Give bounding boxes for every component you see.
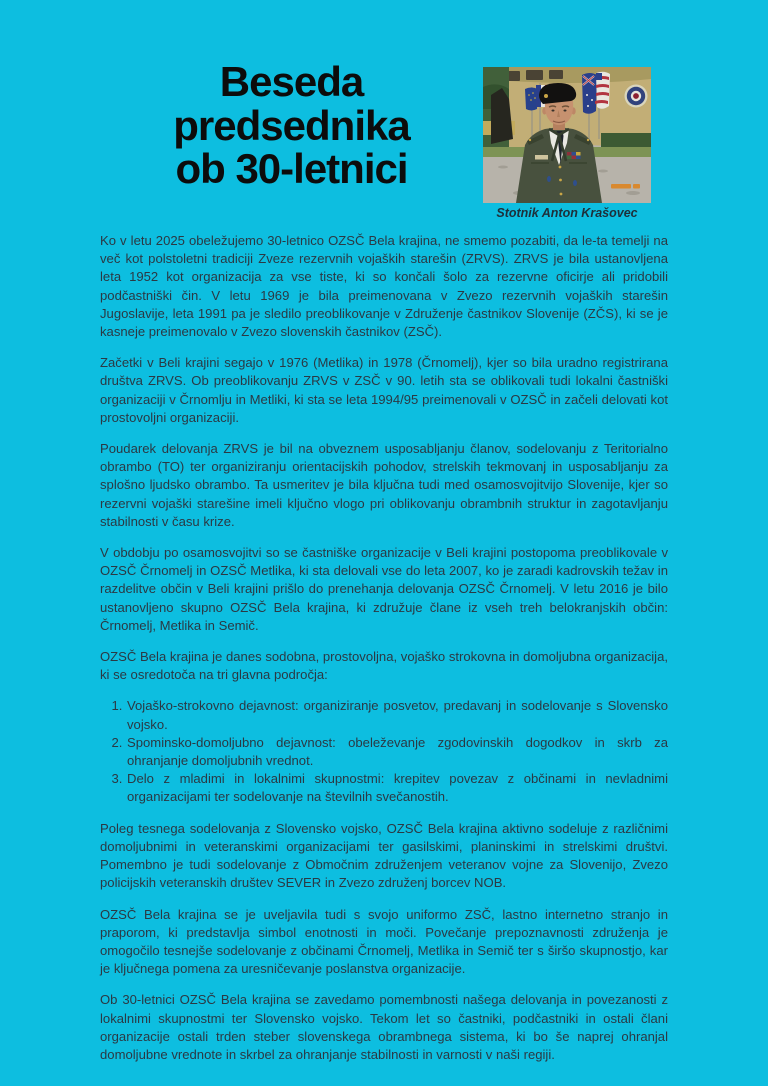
body-paragraph-7: OZSČ Bela krajina se je uveljavila tudi s svojo uniformo ZSČ, lastno internetno stranjo in praporom, ki predstavlja simbol enotnosti in moči. Povečanje prepoznavnosti združenja je omogočilo tesnejše sodelovanje z občinami Črnomelj, Metlika in Semič ter s širšo skupnostjo, kar je ključnega pomena za uresničevanje poslanstva organizacije. bbox=[100, 906, 668, 977]
focus-areas-list bbox=[100, 697, 668, 806]
body-paragraph-1: Ko v letu 2025 obeležujemo 30-letnico OZSČ Bela krajina, ne smemo pozabiti, da le-ta temelji na več kot polstoletni tradiciji Zveze rezervnih vojaških starešin (ZRVS). ZRVS je bila ustanovljena leta 1952 kot organizacija za vse tiste, ki so končali šolo za rezervne oficirje ali pridobili podčastniški čin. V letu 1969 je bila preimenovana v Zvezo rezervnih vojaških starešin Jugoslavije, leta 1991 pa je sledilo preoblikovanje v Združenje častnikov Slovenije (ZČS), ki se je kasneje preimenovalo v Zvezo slovenskih častnikov (ZSČ). bbox=[100, 233, 668, 340]
body-paragraph-3: Poudarek delovanja ZRVS je bil na obveznem usposabljanju članov, sodelovanju z Teritorialno obrambo (TO) ter organiziranju orientacijskih pohodov, strelskih tekmovanj in usposabljanju za splošno ljudsko obrambo. Ta usmeritev je bila ključna tudi med osamosvojitvijo Slovenije, kjer so rezervni vojaški starešine imeli ključno vlogo pri oblikovanju obrambnih struktur in zagotavljanju stabilnosti v času krize. bbox=[100, 441, 668, 529]
focus-area-item-3: 3. Delo z mladimi in lokalnimi skupnostmi: krepitev povezav z občinami in nevladnimi organizacijami ter sodelovanje na številnih svečanostih. bbox=[126, 770, 668, 806]
photo-column bbox=[483, 67, 651, 220]
officer-photo bbox=[483, 67, 651, 203]
page-header bbox=[100, 0, 668, 220]
timestamp-mark bbox=[611, 184, 640, 189]
body-paragraph-4: V obdobju po osamosvojitvi so se častniške organizacije v Beli krajini postopoma preoblikovale v OZSČ Črnomelj in OZSČ Metlika, ki sta delovali vse do leta 2007, ko je zaradi kadrovskih težav in razdelitve občin v Beli krajini prišlo do prenehanja delovanja OZSČ Črnomelj. V letu 2016 je bilo ustanovljeno skupno OZSČ Bela krajina, ki združuje člane iz vseh treh belokranjskih občin: Črnomelj, Metlika in Semič. bbox=[100, 545, 668, 633]
focus-area-item-1: 1. Vojaško-strokovno dejavnost: organiziranje posvetov, predavanj in sodelovanje s Slovensko vojsko. bbox=[126, 697, 668, 733]
officer-photo-illustration bbox=[483, 67, 651, 203]
page-title-line: Beseda bbox=[219, 58, 364, 105]
photo-caption: Stotnik Anton Krašovec bbox=[496, 206, 638, 220]
page-title-line: predsednika bbox=[173, 101, 410, 149]
focus-area-item-2: 2. Spominsko-domoljubno dejavnost: obeleževanje zgodovinskih dogodkov in skrb za ohranjanje domoljubnih vrednot. bbox=[126, 734, 668, 770]
body-paragraph-8: Ob 30-letnici OZSČ Bela krajina se zavedamo pomembnosti našega delovanja in povezanosti z lokalnimi skupnostmi ter Slovensko vojsko. Tekom let so častniki, podčastniki in ostali člani organizacije ostali trden steber slovenskega obrambnega sistema, ki bo še naprej ohranjal domoljubne vrednote in skrbel za ohranjanje stabilnosti in varnosti v naši regiji. bbox=[100, 992, 668, 1062]
page-title-line: ob 30-letnici bbox=[175, 145, 408, 193]
body-paragraph-6: Poleg tesnega sodelovanja z Slovensko vojsko, OZSČ Bela krajina aktivno sodeluje z različnimi domoljubnimi in veteranskimi organizacijami ter gasilskimi, planinskimi in strelskimi društvi. Pomembno je tudi sodelovanje z Območnim združenjem veteranov vojne za Slovenijo, Zvezo policijskih veteranskih društev SEVER in Zvezo združenj borcev NOB. bbox=[100, 820, 668, 891]
body-paragraph-5: OZSČ Bela krajina je danes sodobna, prostovoljna, vojaško strokovna in domoljubna organizacija, ki se osredotoča na tri glavna področja: bbox=[100, 649, 668, 683]
body-paragraph-2: Začetki v Beli krajini segajo v 1976 (Metlika) in 1978 (Črnomelj), kjer so bila uradno registrirana društva ZRVS. Ob preoblikovanju ZRVS v ZSČ v 90. letih sta se oblikovali tudi lokalni častniški organizaciji v Črnomlju in Metliki, ki sta se leta 1994/95 preimenovali v OZSČ in začeli delovati kot prostovoljni organizaciji. bbox=[100, 355, 668, 425]
page-title bbox=[100, 60, 483, 191]
title-block bbox=[100, 50, 483, 191]
article-body bbox=[100, 232, 668, 1064]
